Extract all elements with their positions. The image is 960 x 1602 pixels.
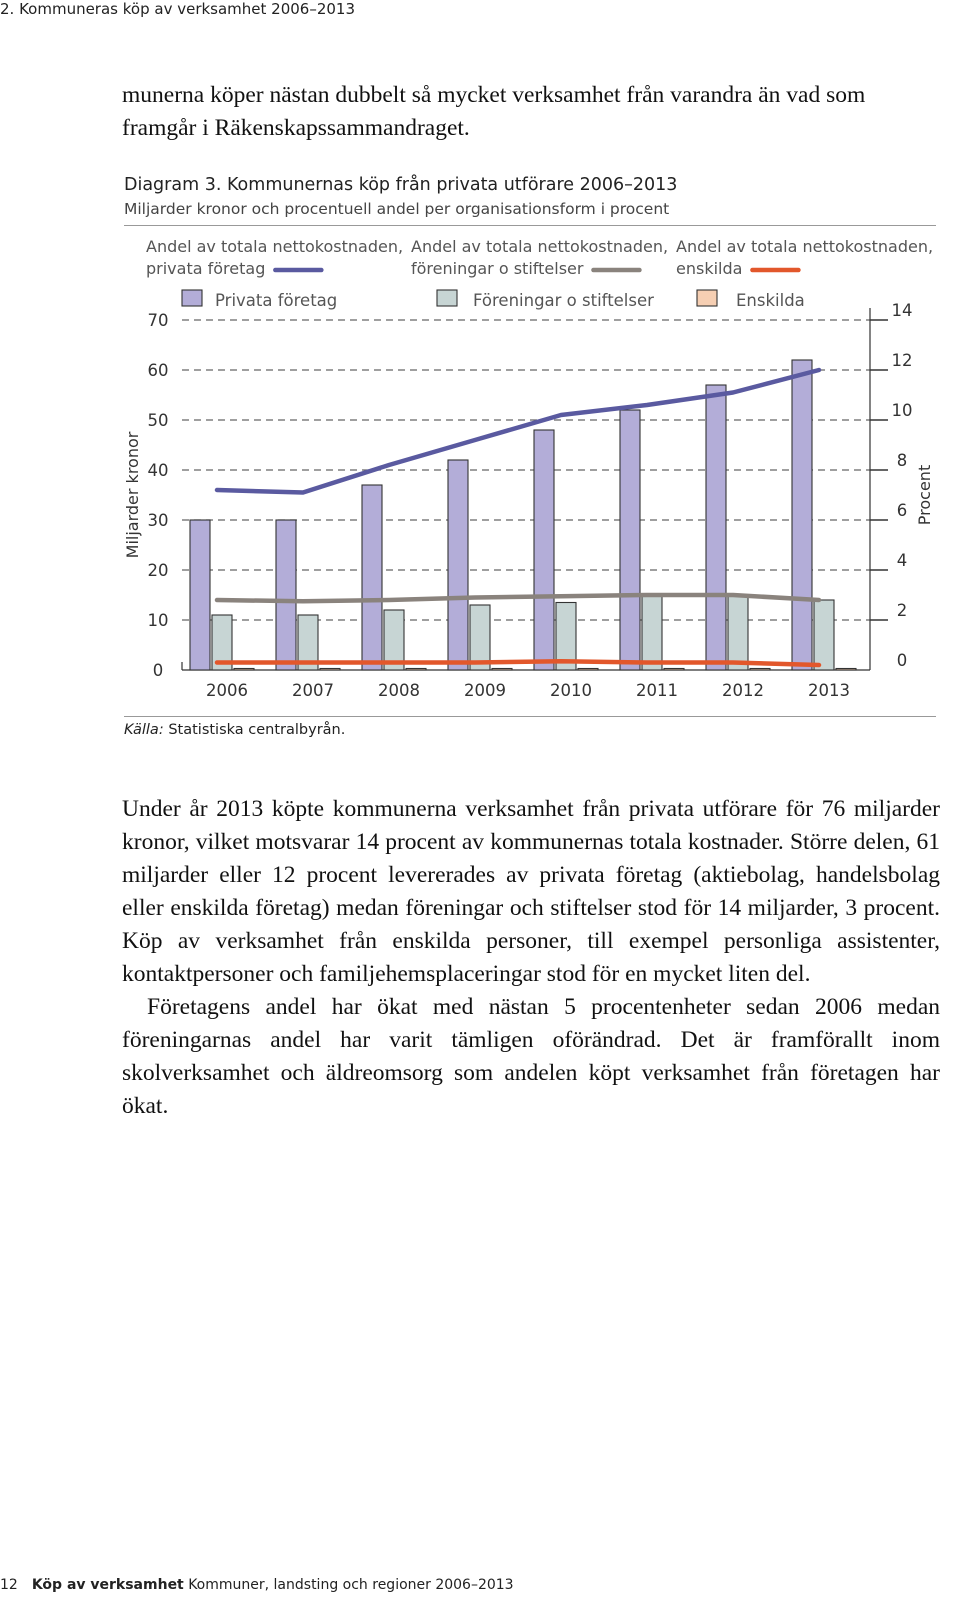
x-tick-label: 2013	[808, 681, 850, 700]
page-footer	[0, 1577, 514, 1593]
x-tick-label: 2009	[464, 681, 506, 700]
bar	[642, 595, 662, 670]
bar	[492, 669, 512, 671]
x-tick-label: 2012	[722, 681, 764, 700]
diagram-subtitle: Miljarder kronor och procentuell andel per organisationsform i procent	[124, 200, 670, 218]
bar	[792, 360, 812, 670]
y2-tick-label: 14	[891, 301, 913, 320]
diagram-title: Diagram 3. Kommunernas köp från privata utförare 2006–2013	[124, 175, 678, 195]
y-tick-label: 60	[147, 361, 169, 380]
bar	[448, 460, 468, 670]
x-tick-label: 2008	[378, 681, 420, 700]
body-paragraph-1: Under år 2013 köpte kommunerna verksamhet från privata utförare för 76 miljarder kronor, vilket motsvarar 14 procent av kommunernas totala kostnader. Större delen, 61 miljarder eller 12 procent levererades av privata företag (aktiebolag, handelsbolag eller enskilda företag) medan föreningar och stiftelser stod för 14 miljarder, 3 procent. Köp av verksamhet från enskilda personer, till exempel personliga assistenter, kontaktpersoner och familjehemsplaceringar stod för en mycket liten del.	[122, 796, 940, 987]
legend-bar-swatch	[182, 290, 202, 306]
y-tick-label: 20	[147, 561, 169, 580]
legend-bar-label: Föreningar o stiftelser	[473, 291, 654, 310]
legend-line-label: Andel av totala nettokostnaden, föreningar o stiftelser	[411, 237, 669, 278]
y2-tick-label: 2	[896, 601, 908, 620]
bar	[362, 485, 382, 670]
footer-publication: Köp av verksamhet	[31, 1577, 184, 1593]
y-tick-label: 0	[152, 661, 164, 680]
source-text: Statistiska centralbyrån.	[168, 722, 346, 738]
bar	[578, 669, 598, 671]
legend-bar-label: Privata företag	[215, 291, 338, 310]
bar-line-chart	[100, 228, 940, 718]
bar	[706, 385, 726, 670]
y2-tick-label: 10	[891, 401, 913, 420]
y2-tick-label: 12	[891, 351, 913, 370]
chart-top-rule	[124, 225, 936, 226]
bar	[190, 520, 210, 670]
series-line	[217, 661, 819, 665]
legend-bar-swatch	[697, 290, 717, 306]
bar	[534, 430, 554, 670]
page-number: 12	[0, 1577, 18, 1593]
body-paragraph-2: Företagens andel har ökat med nästan 5 procentenheter sedan 2006 medan föreningarnas andel har varit tämligen oförändrad. Det är framförallt inom skolverksamhet och äldreomsorg som andelen köpt verksamhet från företagen har ökat.	[122, 994, 940, 1119]
chart-bottom-rule	[124, 716, 936, 717]
footer-subtitle: Kommuner, landsting och regioner 2006–2013	[188, 1577, 514, 1593]
x-tick-label: 2010	[550, 681, 592, 700]
bar	[620, 410, 640, 670]
bar	[728, 595, 748, 670]
source-prefix: Källa:	[124, 722, 164, 738]
bar	[320, 669, 340, 671]
x-tick-label: 2006	[206, 681, 248, 700]
bar	[234, 669, 254, 671]
y-tick-label: 10	[147, 611, 169, 630]
legend-bar-label: Enskilda	[736, 291, 805, 310]
y-tick-label: 50	[147, 411, 169, 430]
y-tick-label: 70	[147, 311, 169, 330]
legend-line-label: Andel av totala nettokostnaden, enskilda	[676, 237, 934, 278]
bar	[836, 669, 856, 671]
y-tick-label: 40	[147, 461, 169, 480]
y-tick-label: 30	[147, 511, 169, 530]
legend-bar-swatch	[437, 290, 457, 306]
y-axis-title: Miljarder kronor	[123, 431, 142, 559]
bar	[406, 669, 426, 671]
x-tick-label: 2011	[636, 681, 678, 700]
x-tick-label: 2007	[292, 681, 334, 700]
bar	[664, 669, 684, 671]
intro-paragraph: munerna köper nästan dubbelt så mycket verksamhet från varandra än vad som framgår i Räkenskapssammandraget.	[122, 82, 866, 141]
body-text	[122, 793, 940, 1123]
y2-tick-label: 8	[896, 451, 908, 470]
y2-tick-label: 0	[896, 651, 908, 670]
source-note	[124, 722, 345, 738]
bar	[814, 600, 834, 670]
bar	[276, 520, 296, 670]
y2-axis-title: Procent	[915, 464, 934, 526]
bar	[750, 669, 770, 671]
running-head: 2. Kommuneras köp av verksamhet 2006–2013	[0, 0, 356, 18]
y2-tick-label: 6	[896, 501, 908, 520]
series-line	[217, 370, 819, 493]
y2-tick-label: 4	[896, 551, 908, 570]
legend-line-label: Andel av totala nettokostnaden, privata företag	[146, 237, 404, 278]
